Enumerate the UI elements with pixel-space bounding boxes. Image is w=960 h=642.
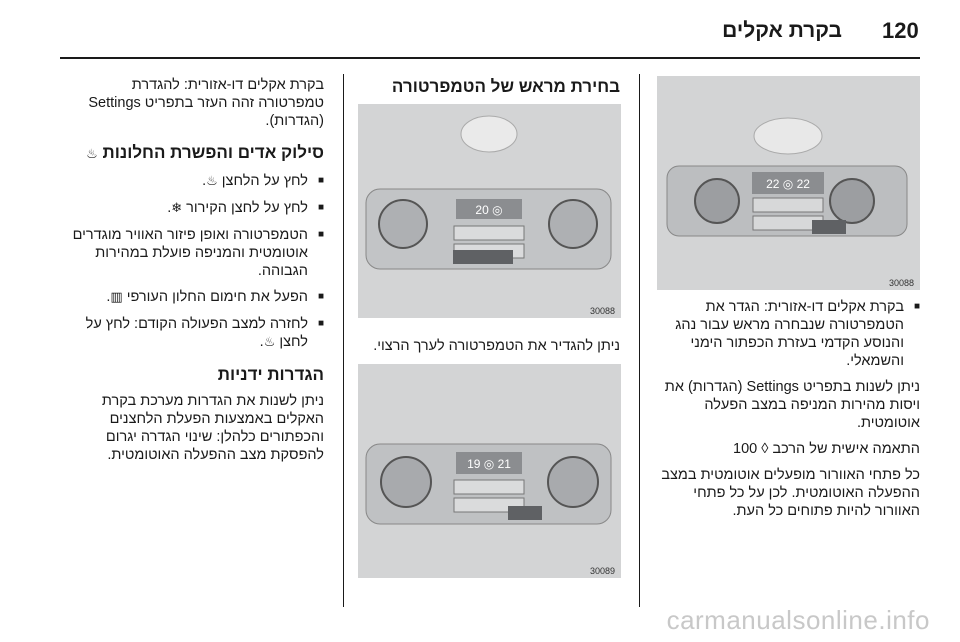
temperature-caption: ניתן להגדיר את הטמפרטורה לערך הרצוי. xyxy=(373,338,620,354)
rear-window-heat-icon: ▥ xyxy=(110,290,123,305)
right-column-text xyxy=(650,298,920,528)
climate-panel-image-2 xyxy=(358,104,621,318)
image-number: 30088 xyxy=(888,278,914,288)
middle-caption-wrap xyxy=(355,337,620,363)
column-divider-right xyxy=(639,74,640,607)
page-reference: התאמה אישית של הרכב ◊ 100 xyxy=(733,441,920,457)
page-number: 120 xyxy=(882,18,919,43)
header-divider xyxy=(60,57,920,59)
dual-zone-paragraph: בקרת אקלים דו-אזורית: להגדרת טמפרטורה זהה העזר בתפריט Settings (הגדרות). xyxy=(88,77,324,129)
climate-panel-image-1 xyxy=(657,76,920,290)
list-item: ■ לחץ על לחצן הקירור ❄. xyxy=(62,199,324,218)
list-item-text: לחץ על הלחצן xyxy=(217,173,308,189)
list-item: ■ לחץ על הלחצן ♨. xyxy=(62,172,324,191)
list-item-text: הפעל את חימום החלון העורפי xyxy=(122,289,308,305)
middle-column-heading-wrap xyxy=(355,78,620,104)
settings-paragraph: ניתן לשנות בתפריט Settings (הגדרות) את ויסות מהירות המניפה במצב הפעלה אוטומטית. xyxy=(664,379,920,431)
climate-panel-image-3 xyxy=(358,364,621,578)
preset-temperature-heading: בחירת מראש של הטמפרטורה xyxy=(391,77,620,96)
dual-zone-bullet: ■ בקרת אקלים דו-אזורית: הגדר את הטמפרטורה שנבחרה מראש עבור נהג והנוסע הקדמי בעזרת הכפתור הימני והשמאלי. xyxy=(650,298,920,370)
climate-panel-drawing xyxy=(657,76,920,290)
defrost-icon: ♨ xyxy=(86,147,98,162)
defog-heading-text: סילוק אדים והפשרת החלונות xyxy=(102,143,324,162)
svg-text:19 ◎ 21: 19 ◎ 21 xyxy=(467,457,511,471)
manual-settings-paragraph: ניתן לשנות את הגדרות מערכת בקרת האקלים באמצעות הפעלת הלחצנים והכפתורים כלהלן: שינוי הגדרה יגרום להפסקת מצב ההפעלה האוטומטית. xyxy=(101,393,324,463)
vents-paragraph: כל פתחי האוורור מופעלים אוטומטית במצב ההפעלה האוטומטית. לכן על כל פתחי האוורור להיות פתוחים כל העת. xyxy=(661,467,920,519)
image-number: 30089 xyxy=(589,566,615,576)
defrost-icon: ♨ xyxy=(206,174,218,189)
column-divider-left xyxy=(343,74,344,607)
climate-panel-drawing xyxy=(358,104,621,318)
left-column-text xyxy=(62,76,324,472)
defog-heading xyxy=(62,144,324,164)
svg-text:22 ◎ 22: 22 ◎ 22 xyxy=(766,177,810,191)
snowflake-icon: ❄ xyxy=(171,201,183,216)
watermark: carmanualsonline.info xyxy=(666,605,930,635)
svg-text:20 ◎: 20 ◎ xyxy=(475,203,503,217)
list-item: ■ הטמפרטורה ואופן פיזור האוויר מוגדרים אוטומטית והמניפה פועלת במהירות הגבוהה. xyxy=(62,226,324,280)
list-item-text: לחץ על לחצן הקירור xyxy=(182,200,308,216)
page-header xyxy=(0,0,960,60)
list-item: ■ הפעל את חימום החלון העורפי ▥. xyxy=(62,288,324,307)
page-title: בקרת אקלים xyxy=(722,19,842,42)
image-number: 30088 xyxy=(589,306,615,316)
list-item-text: לחזרה למצב הפעולה הקודם: לחץ על לחצן xyxy=(85,316,308,350)
climate-panel-drawing xyxy=(358,364,621,578)
list-item: ■ לחזרה למצב הפעולה הקודם: לחץ על לחצן ♨. xyxy=(62,315,324,352)
defrost-icon: ♨ xyxy=(263,335,276,350)
manual-settings-heading: הגדרות ידניות xyxy=(217,365,324,384)
